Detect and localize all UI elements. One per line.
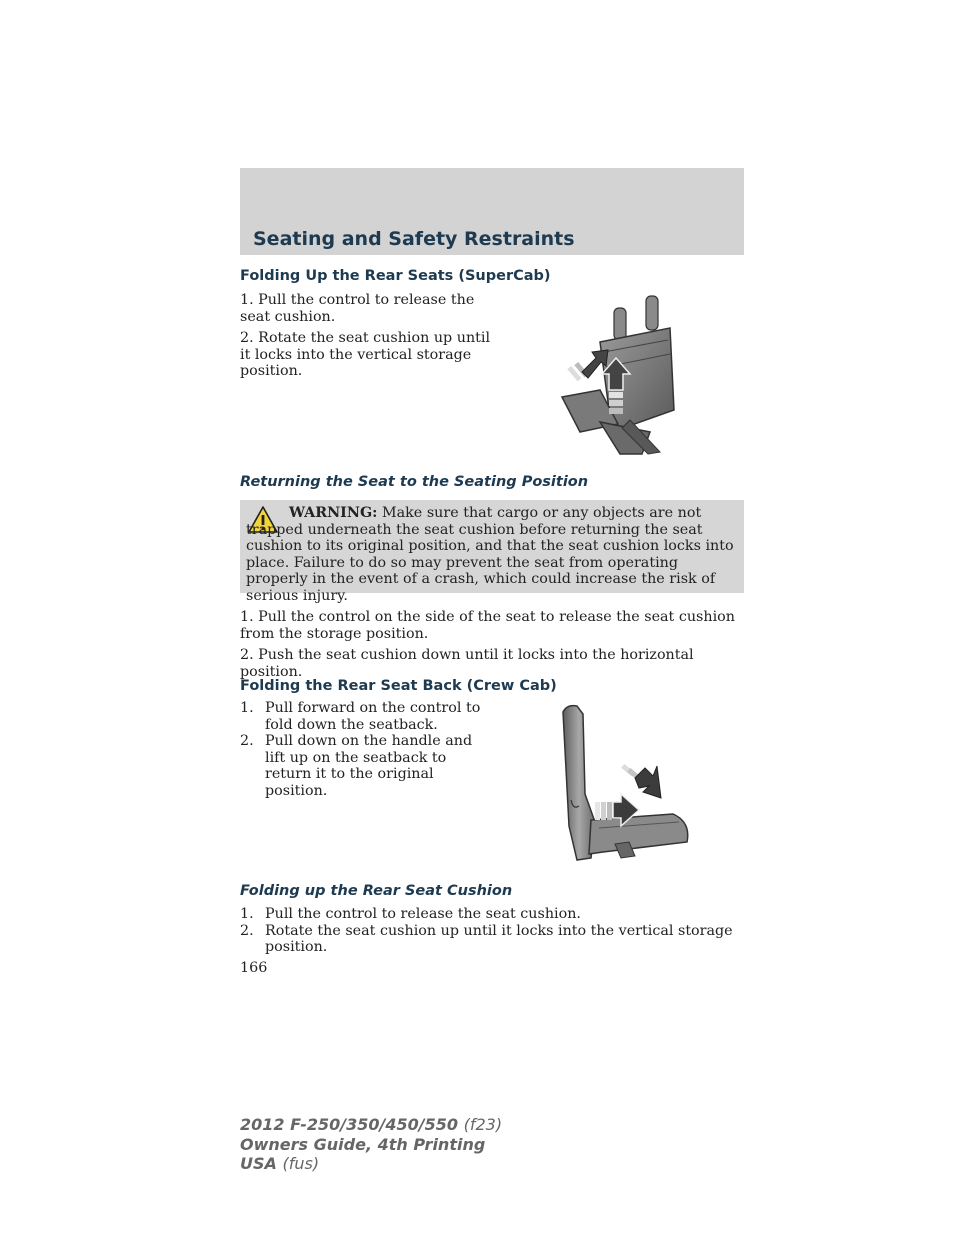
step-number: 2.	[240, 922, 254, 939]
chapter-title: Seating and Safety Restraints	[253, 228, 575, 250]
arrow-rotate-icon	[567, 350, 608, 381]
warning-label: WARNING:	[289, 505, 378, 521]
warning-message: Make sure that cargo or any objects are not trapped underneath the seat cushion before returning the seat cushion to its original position, and that the seat cushion locks into place. Failure to do so may prevent the seat from operating properly in the event of a crash, which could increase the risk of serious injury.	[246, 505, 734, 604]
footer-model-code: (f23)	[463, 1115, 503, 1134]
supercab-seat-illustration	[560, 292, 680, 457]
section-title-returning: Returning the Seat to the Seating Position	[240, 474, 589, 490]
step-text: Pull the control to release the seat cushion.	[265, 906, 581, 922]
section-title-cushion: Folding up the Rear Seat Cushion	[240, 883, 513, 899]
step-text: Pull down on the handle and lift up on the seatback to return it to the original position.	[265, 733, 473, 799]
list-item	[240, 700, 492, 733]
footer-line-3	[240, 1154, 502, 1174]
footer-line-2: Owners Guide, 4th Printing	[240, 1134, 486, 1154]
step-number: 1.	[240, 700, 254, 716]
list-item	[240, 733, 492, 799]
returning-step-2: 2. Push the seat cushion down until it locks into the horizontal position.	[240, 647, 694, 680]
crewcab-seat-illustration	[555, 702, 695, 864]
list-item	[240, 906, 744, 923]
page-number: 166	[240, 960, 268, 976]
step-text: Pull forward on the control to fold down the seatback.	[265, 700, 481, 733]
section-title-supercab: Folding Up the Rear Seats (SuperCab)	[240, 268, 551, 284]
footer	[240, 1115, 502, 1174]
supercab-step-1: 1. Pull the control to release the seat cushion.	[240, 292, 475, 325]
footer-region-code: (fus)	[282, 1154, 320, 1173]
warning-text	[246, 505, 738, 604]
footer-region: USA	[240, 1154, 277, 1173]
footer-line-1	[240, 1115, 502, 1135]
crewcab-steps	[240, 700, 492, 799]
section-title-crewcab: Folding the Rear Seat Back (Crew Cab)	[240, 678, 557, 694]
step-text: Rotate the seat cushion up until it locks into the vertical storage position.	[265, 922, 733, 955]
footer-model: 2012 F-250/350/450/550	[240, 1115, 458, 1134]
step-number: 1.	[240, 906, 254, 922]
step-number: 2.	[240, 733, 254, 749]
cushion-steps	[240, 906, 744, 956]
returning-step-1: 1. Pull the control on the side of the seat to release the seat cushion from the storage position.	[240, 609, 735, 642]
supercab-step-2: 2. Rotate the seat cushion up until it locks into the vertical storage position.	[240, 330, 491, 379]
list-item	[240, 923, 744, 956]
arrow-fold-icon	[621, 764, 661, 798]
